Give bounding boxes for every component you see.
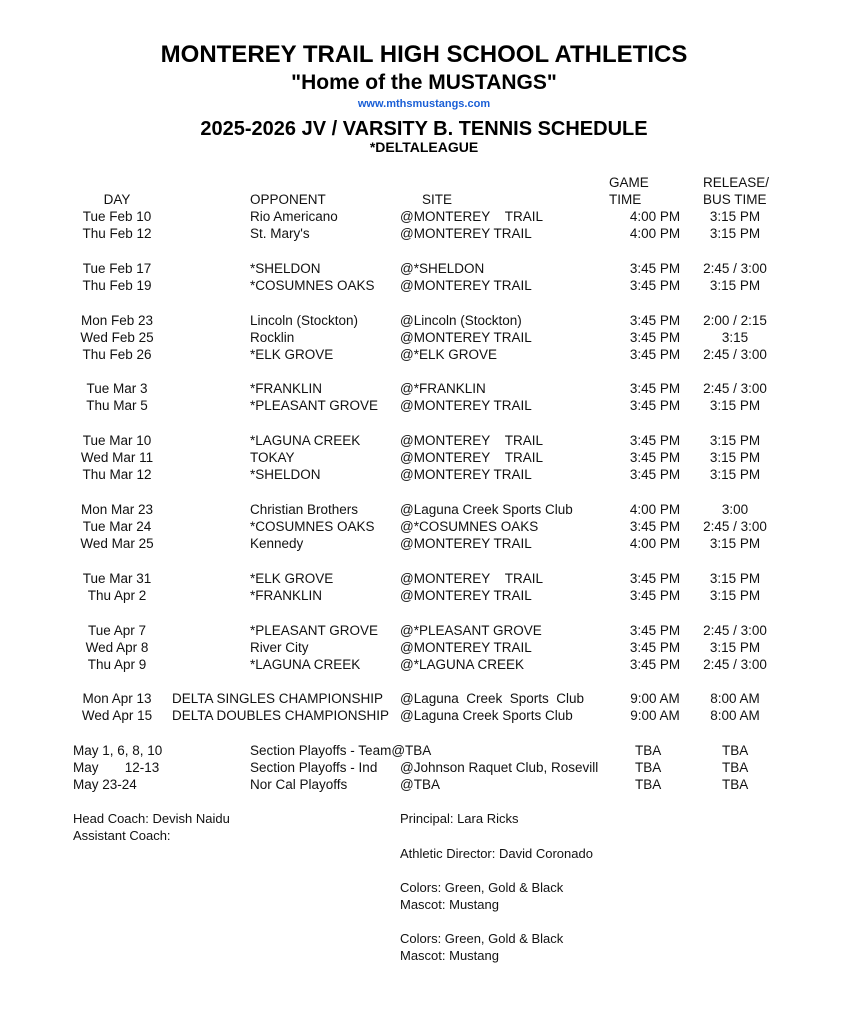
row-game-time: 4:00 PM [629, 502, 681, 517]
row-opponent: *SHELDON [250, 467, 321, 482]
row-site: @*FRANKLIN [400, 381, 486, 396]
row-release-time: 3:15 PM [709, 433, 761, 448]
row-release-time: 8:00 AM [710, 708, 760, 723]
row-day: Mon Feb 23 [80, 313, 154, 328]
row-day: Thu Feb 19 [82, 278, 152, 293]
playoff-release-time: TBA [722, 777, 749, 792]
row-release-time: 2:45 / 3:00 [703, 657, 767, 672]
row-day: Mon Mar 23 [80, 502, 154, 517]
row-opponent: DELTA SINGLES CHAMPIONSHIP [172, 691, 384, 706]
playoff-game-time: TBA [635, 777, 662, 792]
row-game-time: 3:45 PM [629, 261, 681, 276]
row-release-time: 3:15 PM [709, 450, 761, 465]
row-day: Thu Apr 9 [87, 657, 147, 672]
row-site: @MONTEREY TRAIL [400, 588, 532, 603]
row-game-time: 3:45 PM [629, 519, 681, 534]
row-day: Thu Apr 2 [87, 588, 147, 603]
header-release-line1: RELEASE/ [703, 175, 770, 190]
row-release-time: 2:45 / 3:00 [703, 347, 767, 362]
row-site: @MONTEREY TRAIL [400, 226, 532, 241]
row-day: Tue Mar 3 [86, 381, 148, 396]
row-site: @MONTEREY TRAIL [400, 571, 543, 586]
row-game-time: 3:45 PM [629, 398, 681, 413]
school-tagline: "Home of the MUSTANGS" [291, 71, 557, 94]
schedule-title: 2025-2026 JV / VARSITY B. TENNIS SCHEDULE [200, 118, 648, 140]
school-mascot: Mascot: Mustang [400, 897, 499, 912]
row-opponent: St. Mary's [250, 226, 310, 241]
row-site: @Lincoln (Stockton) [400, 313, 522, 328]
head-coach: Head Coach: Devish Naidu [73, 811, 230, 826]
row-opponent: Kennedy [250, 536, 304, 551]
row-day: Thu Feb 12 [82, 226, 152, 241]
row-day: Thu Mar 5 [86, 398, 148, 413]
row-game-time: 3:45 PM [629, 313, 681, 328]
playoff-event: Nor Cal Playoffs [250, 777, 348, 792]
row-day: Mon Apr 13 [82, 691, 152, 706]
row-opponent: *COSUMNES OAKS [250, 278, 375, 293]
row-site: @*COSUMNES OAKS [400, 519, 539, 534]
header-site: SITE [422, 192, 453, 207]
playoff-release-time: TBA [722, 743, 749, 758]
header-opponent: OPPONENT [250, 192, 326, 207]
row-day: Thu Mar 12 [82, 467, 152, 482]
principal: Principal: Lara Ricks [400, 811, 519, 826]
assistant-coach: Assistant Coach: [73, 828, 171, 843]
row-release-time: 2:45 / 3:00 [703, 261, 767, 276]
row-game-time: 9:00 AM [630, 691, 680, 706]
row-game-time: 3:45 PM [629, 657, 681, 672]
row-game-time: 3:45 PM [629, 330, 681, 345]
row-site: @Laguna Creek Sports Club [400, 708, 573, 723]
row-opponent: Rocklin [250, 330, 295, 345]
row-site: @MONTEREY TRAIL [400, 398, 532, 413]
school-colors-repeat: Colors: Green, Gold & Black [400, 931, 564, 946]
row-game-time: 3:45 PM [629, 433, 681, 448]
school-colors: Colors: Green, Gold & Black [400, 880, 564, 895]
row-release-time: 3:15 [721, 330, 749, 345]
row-game-time: 3:45 PM [629, 623, 681, 638]
school-mascot-repeat: Mascot: Mustang [400, 948, 499, 963]
row-release-time: 2:45 / 3:00 [703, 623, 767, 638]
row-opponent: *SHELDON [250, 261, 321, 276]
row-game-time: 3:45 PM [629, 571, 681, 586]
row-release-time: 3:00 [721, 502, 749, 517]
row-site: @MONTEREY TRAIL [400, 467, 532, 482]
row-day: Tue Mar 10 [82, 433, 152, 448]
row-opponent: River City [250, 640, 309, 655]
row-day: Wed Apr 8 [85, 640, 149, 655]
row-release-time: 3:15 PM [709, 536, 761, 551]
row-site: @*ELK GROVE [400, 347, 497, 362]
row-release-time: 3:15 PM [709, 467, 761, 482]
website-link[interactable]: www.mthsmustangs.com [357, 98, 491, 110]
row-release-time: 3:15 PM [709, 226, 761, 241]
row-day: Wed Feb 25 [80, 330, 154, 345]
playoff-event: Section Playoffs - Ind [250, 760, 378, 775]
row-opponent: *LAGUNA CREEK [250, 657, 361, 672]
row-opponent: Christian Brothers [250, 502, 359, 517]
row-day: Wed Apr 15 [81, 708, 153, 723]
row-opponent: *ELK GROVE [250, 347, 334, 362]
playoff-game-time: TBA [635, 760, 662, 775]
playoff-day: May 23-24 [73, 777, 137, 792]
header-release-line2: BUS TIME [703, 192, 767, 207]
row-game-time: 3:45 PM [629, 347, 681, 362]
athletic-director: Athletic Director: David Coronado [400, 846, 593, 861]
playoff-event: Section Playoffs - Team@TBA [250, 743, 432, 758]
row-opponent: DELTA DOUBLES CHAMPIONSHIP [172, 708, 390, 723]
row-site: @*LAGUNA CREEK [400, 657, 524, 672]
row-release-time: 3:15 PM [709, 278, 761, 293]
row-opponent: *FRANKLIN [250, 588, 323, 603]
row-release-time: 8:00 AM [710, 691, 760, 706]
row-release-time: 2:45 / 3:00 [703, 381, 767, 396]
row-opponent: *FRANKLIN [250, 381, 323, 396]
row-game-time: 3:45 PM [629, 467, 681, 482]
row-day: Wed Mar 11 [80, 450, 154, 465]
header-game-time-line2: TIME [609, 192, 642, 207]
row-day: Tue Apr 7 [87, 623, 147, 638]
row-day: Thu Feb 26 [82, 347, 152, 362]
row-game-time: 3:45 PM [629, 640, 681, 655]
row-game-time: 4:00 PM [629, 226, 681, 241]
row-release-time: 2:45 / 3:00 [703, 519, 767, 534]
row-release-time: 3:15 PM [709, 398, 761, 413]
league-note: *DELTALEAGUE [369, 139, 479, 155]
row-opponent: Rio Americano [250, 209, 338, 224]
row-game-time: 9:00 AM [630, 708, 680, 723]
row-release-time: 3:15 PM [709, 209, 761, 224]
row-opponent: *PLEASANT GROVE [250, 623, 379, 638]
row-opponent: Lincoln (Stockton) [250, 313, 359, 328]
row-site: @MONTEREY TRAIL [400, 330, 532, 345]
header-game-time-line1: GAME [609, 175, 649, 190]
playoff-game-time: TBA [635, 743, 662, 758]
playoff-day: May 12-13 [73, 760, 160, 775]
row-site: @MONTEREY TRAIL [400, 640, 532, 655]
row-day: Tue Mar 31 [82, 571, 152, 586]
row-game-time: 4:00 PM [629, 209, 681, 224]
playoff-release-time: TBA [722, 760, 749, 775]
row-site: @Laguna Creek Sports Club [400, 691, 585, 706]
row-opponent: *ELK GROVE [250, 571, 334, 586]
row-opponent: *LAGUNA CREEK [250, 433, 361, 448]
row-opponent: *COSUMNES OAKS [250, 519, 375, 534]
row-day: Wed Mar 25 [80, 536, 154, 551]
row-site: @*PLEASANT GROVE [400, 623, 542, 638]
school-title: MONTEREY TRAIL HIGH SCHOOL ATHLETICS [160, 41, 688, 68]
row-game-time: 4:00 PM [629, 536, 681, 551]
row-day: Tue Feb 17 [82, 261, 152, 276]
row-release-time: 3:15 PM [709, 588, 761, 603]
row-game-time: 3:45 PM [629, 588, 681, 603]
row-site: @Laguna Creek Sports Club [400, 502, 573, 517]
row-game-time: 3:45 PM [629, 278, 681, 293]
row-day: Tue Mar 24 [82, 519, 152, 534]
row-release-time: 3:15 PM [709, 640, 761, 655]
playoff-site: @Johnson Raquet Club, Rosevill [400, 760, 599, 775]
row-release-time: 2:00 / 2:15 [703, 313, 767, 328]
row-day: Tue Feb 10 [82, 209, 152, 224]
playoff-site: @TBA [400, 777, 440, 792]
row-game-time: 3:45 PM [629, 381, 681, 396]
row-site: @MONTEREY TRAIL [400, 209, 543, 224]
row-site: @MONTEREY TRAIL [400, 278, 532, 293]
playoff-day: May 1, 6, 8, 10 [73, 743, 163, 758]
header-day: DAY [103, 192, 131, 207]
row-site: @MONTEREY TRAIL [400, 536, 532, 551]
row-game-time: 3:45 PM [629, 450, 681, 465]
row-site: @MONTEREY TRAIL [400, 450, 543, 465]
row-opponent: TOKAY [250, 450, 295, 465]
row-opponent: *PLEASANT GROVE [250, 398, 379, 413]
row-site: @*SHELDON [400, 261, 485, 276]
row-release-time: 3:15 PM [709, 571, 761, 586]
row-site: @MONTEREY TRAIL [400, 433, 543, 448]
